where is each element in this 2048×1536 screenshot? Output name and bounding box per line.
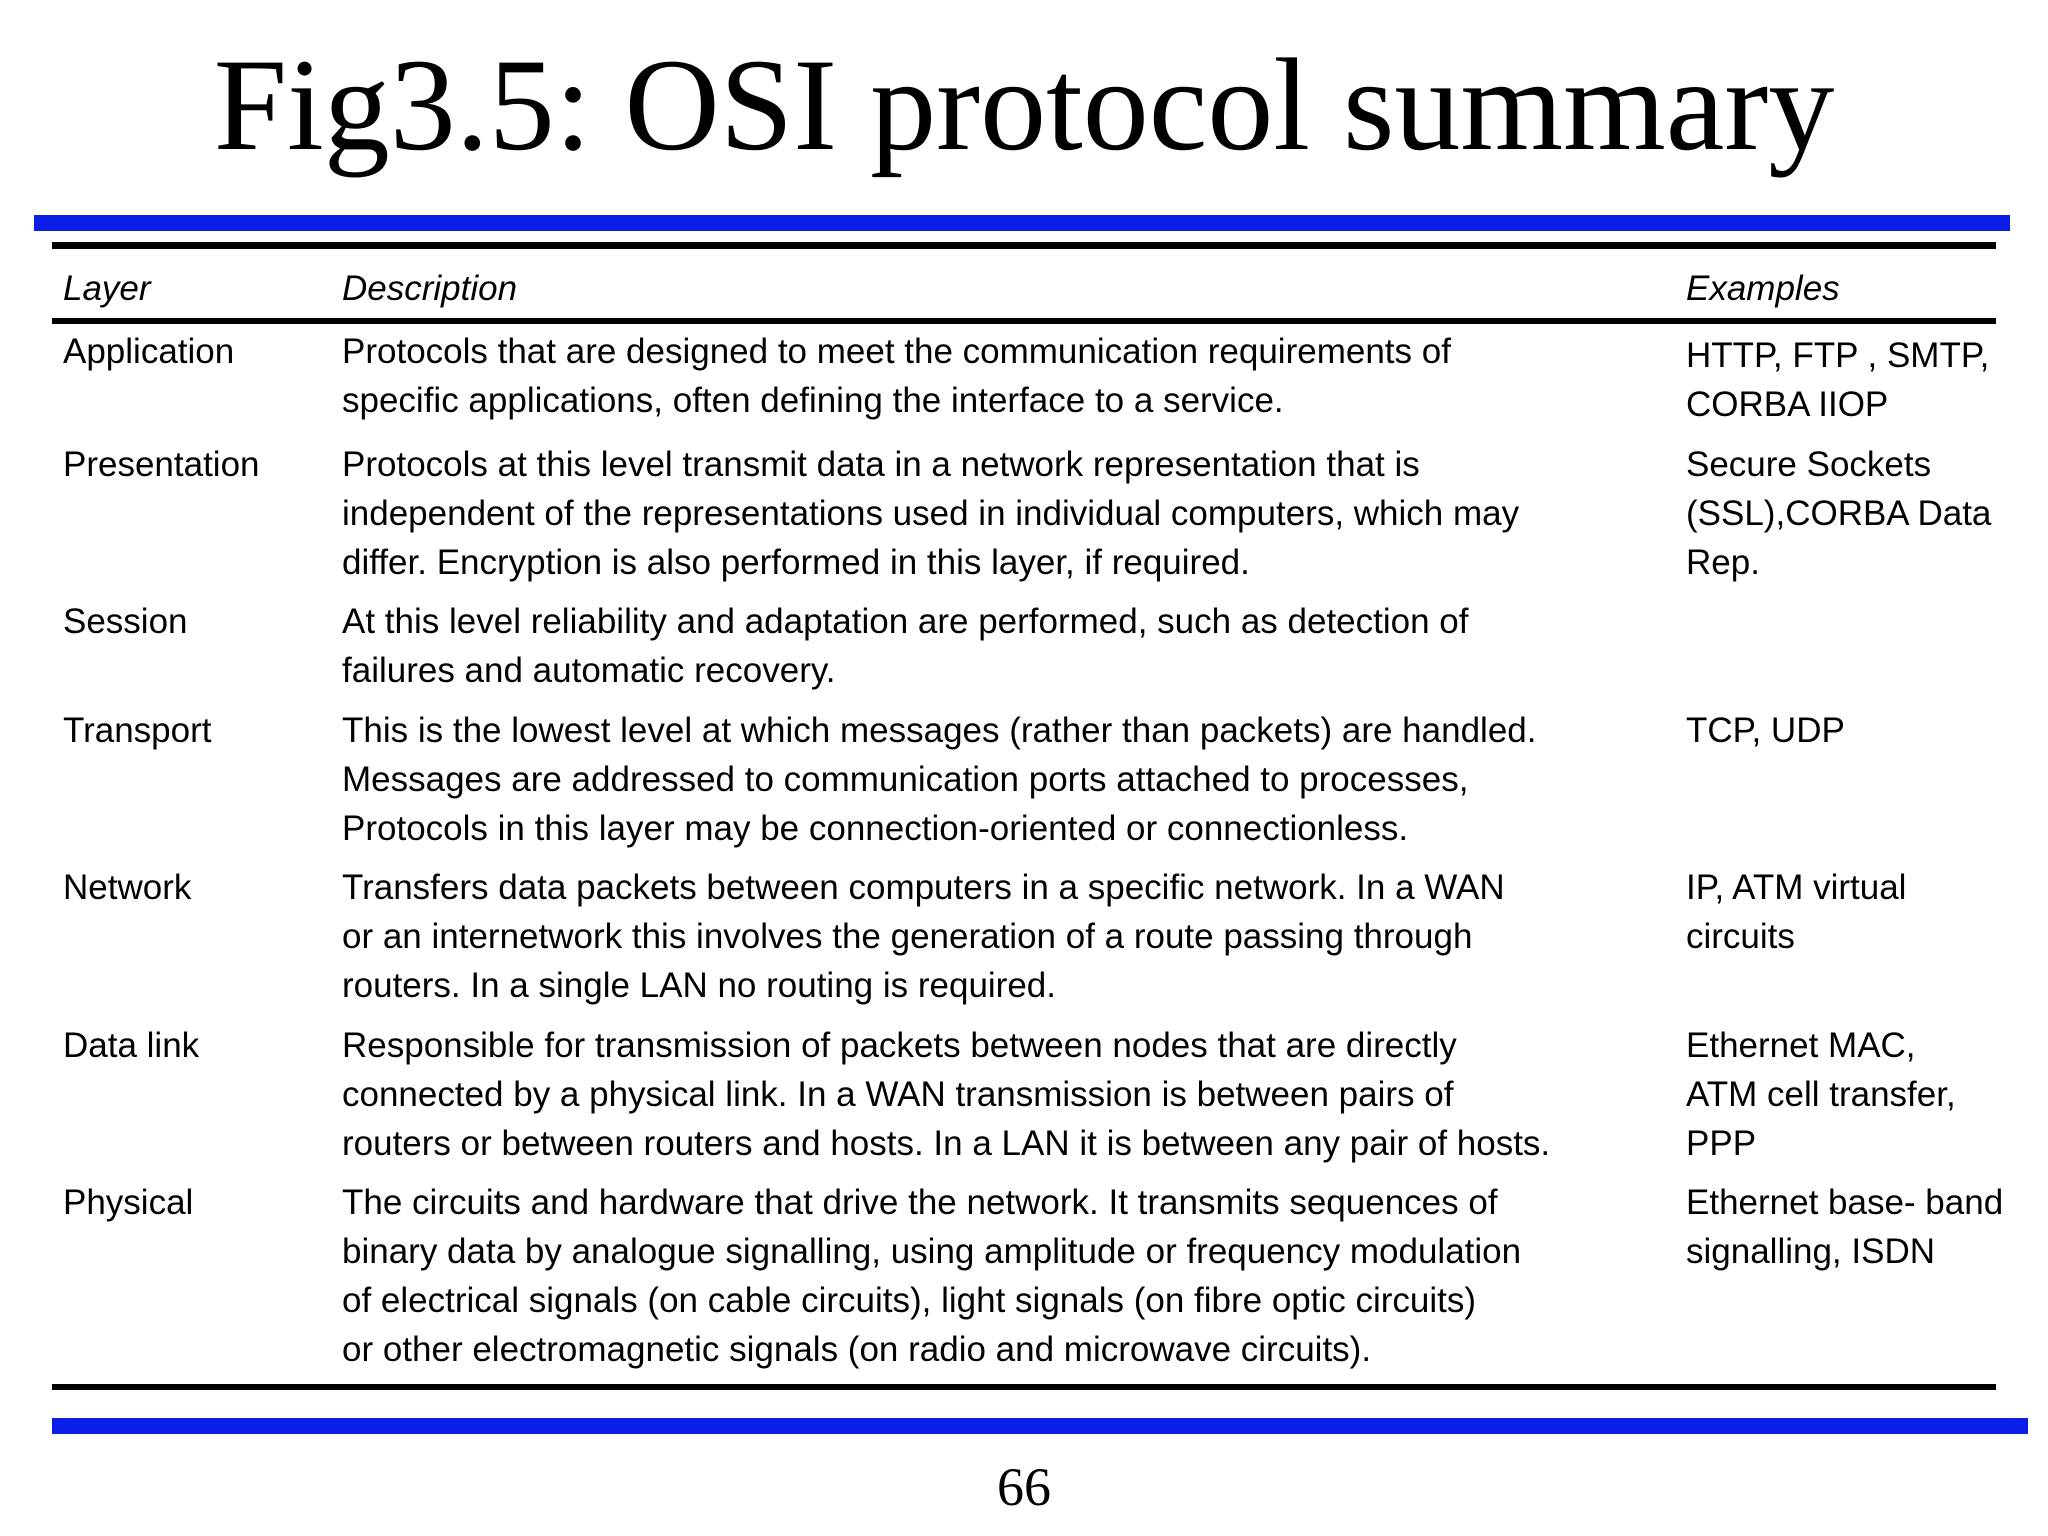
row-session-layer: Session <box>63 602 188 641</box>
row-physical-desc-line: or other electromagnetic signals (on radio and microwave circuits). <box>342 1330 1372 1369</box>
header-rule <box>52 318 1996 324</box>
slide-title: Fig3.5: OSI protocol summary <box>213 31 1835 178</box>
row-network-examples-line: IP, ATM virtual <box>1686 868 1907 907</box>
row-network-desc-line: routers. In a single LAN no routing is required. <box>342 966 1056 1005</box>
row-physical-layer: Physical <box>63 1183 194 1222</box>
row-presentation-desc-line: Protocols at this level transmit data in a network representation that is <box>342 445 1420 484</box>
row-data-link-examples-line: Ethernet MAC, <box>1686 1026 1916 1065</box>
row-transport-desc-line: Protocols in this layer may be connection-oriented or connectionless. <box>342 809 1409 848</box>
row-presentation-desc-line: differ. Encryption is also performed in this layer, if required. <box>342 543 1250 582</box>
row-transport-examples-line: TCP, UDP <box>1686 711 1845 750</box>
page-number: 66 <box>997 1457 1051 1517</box>
row-application-desc-line: Protocols that are designed to meet the communication requirements of <box>342 332 1451 371</box>
row-physical-desc-line: of electrical signals (on cable circuits), light signals (on fibre optic circuits) <box>342 1281 1477 1320</box>
row-transport-desc-line: This is the lowest level at which messages (rather than packets) are handled. <box>342 711 1537 750</box>
row-data-link-examples-line: ATM cell transfer, <box>1686 1075 1956 1114</box>
row-data-link-examples-line: PPP <box>1686 1124 1757 1163</box>
header-layer: Layer <box>63 269 151 308</box>
row-network-desc-line: Transfers data packets between computers in a specific network. In a WAN <box>342 868 1505 907</box>
row-session-desc-line: failures and automatic recovery. <box>342 651 836 690</box>
row-application-desc-line: specific applications, often defining the interface to a service. <box>342 381 1284 420</box>
row-data-link-desc-line: Responsible for transmission of packets between nodes that are directly <box>342 1026 1457 1065</box>
table-top-rule <box>52 242 1996 249</box>
row-physical-desc-line: The circuits and hardware that drive the network. It transmits sequences of <box>342 1183 1498 1222</box>
header-description: Description <box>342 269 518 308</box>
row-presentation-examples-line: Secure Sockets <box>1686 445 1932 484</box>
row-data-link-desc-line: routers or between routers and hosts. In a LAN it is between any pair of hosts. <box>342 1124 1551 1163</box>
row-network-examples-line: circuits <box>1686 917 1795 956</box>
table-bottom-rule <box>52 1384 1996 1390</box>
row-session-desc-line: At this level reliability and adaptation are performed, such as detection of <box>342 602 1469 641</box>
row-transport-layer: Transport <box>63 711 212 750</box>
row-presentation-examples-line: Rep. <box>1686 543 1760 582</box>
row-presentation-desc-line: independent of the representations used in individual computers, which may <box>342 494 1520 533</box>
row-network-layer: Network <box>63 868 192 907</box>
header-examples: Examples <box>1686 269 1840 308</box>
row-transport-desc-line: Messages are addressed to communication ports attached to processes, <box>342 760 1469 799</box>
row-network-desc-line: or an internetwork this involves the generation of a route passing through <box>342 917 1473 956</box>
row-data-link-desc-line: connected by a physical link. In a WAN transmission is between pairs of <box>342 1075 1454 1114</box>
row-physical-desc-line: binary data by analogue signalling, using amplitude or frequency modulation <box>342 1232 1522 1271</box>
row-physical-examples-line: signalling, ISDN <box>1686 1232 1935 1271</box>
row-application-examples-line: HTTP, FTP , SMTP, <box>1686 336 1990 375</box>
row-application-examples-line: CORBA IIOP <box>1686 385 1889 424</box>
row-application-layer: Application <box>63 332 235 371</box>
row-data-link-layer: Data link <box>63 1026 200 1065</box>
row-presentation-layer: Presentation <box>63 445 260 484</box>
row-presentation-examples-line: (SSL),CORBA Data <box>1686 494 1992 533</box>
bottom-accent-bar <box>52 1418 2028 1434</box>
top-accent-bar <box>34 215 2010 231</box>
row-physical-examples-line: Ethernet base- band <box>1686 1183 2004 1222</box>
